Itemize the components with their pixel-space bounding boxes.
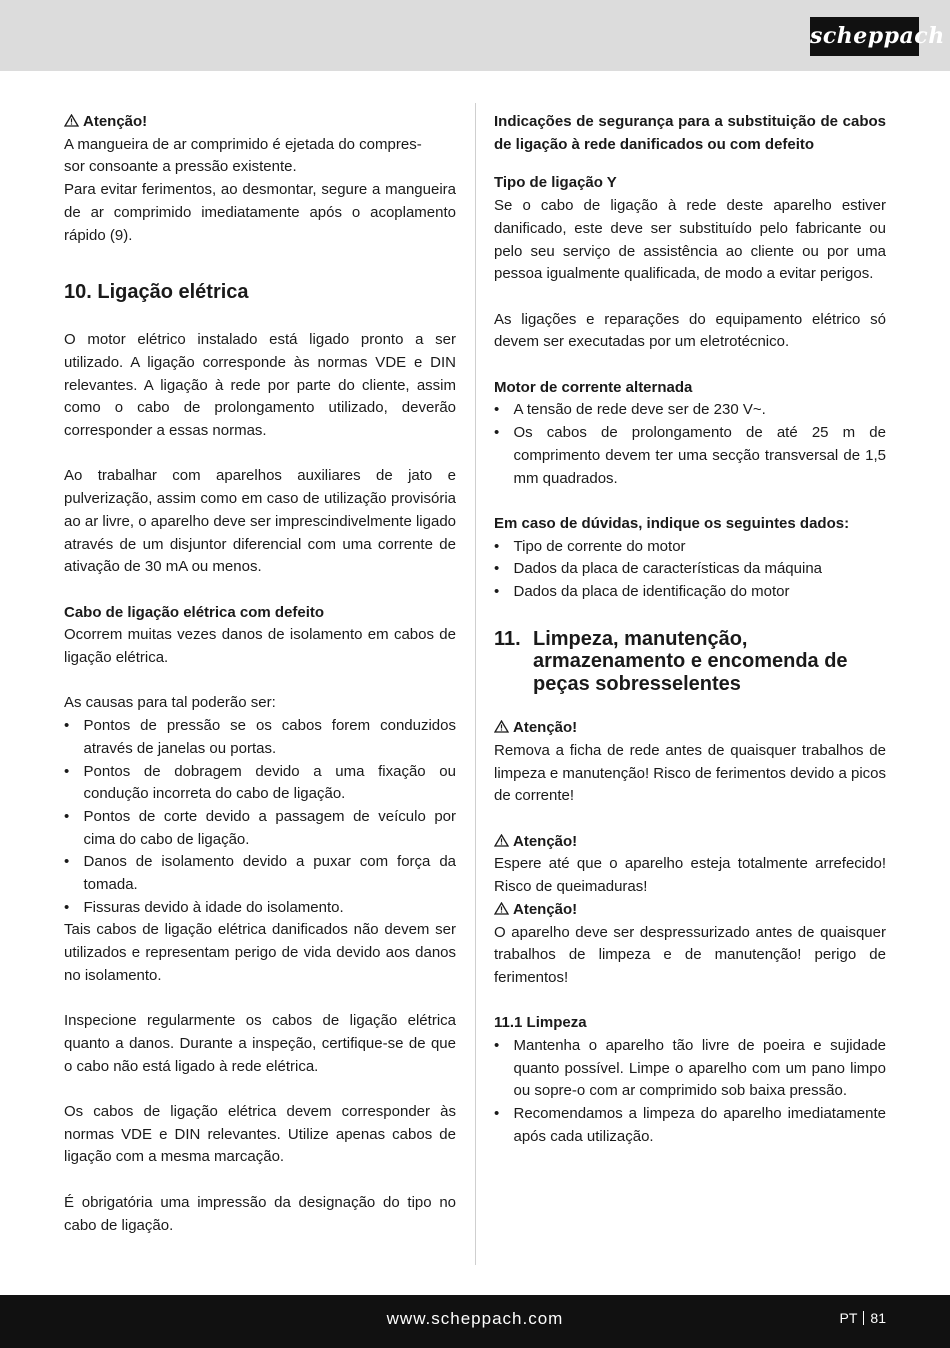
list-item: • Fissuras devido à idade do isolamento. — [64, 897, 456, 920]
list-item: • Danos de isolamento devido a puxar com força da tomada. — [64, 851, 456, 896]
list-item: • Pontos de dobragem devido a uma fixação ou condução incorreta do cabo de ligação. — [64, 761, 456, 806]
warning-text: sor consoante a pressão existente. — [64, 158, 297, 176]
duvidas-list — [494, 536, 886, 604]
warning-icon — [64, 114, 79, 127]
warning-text: Remova a ficha de rede antes de quaisquer trabalhos de limpeza e manutenção! Risco de ferimentos devido a picos de corrente! — [494, 741, 886, 805]
causas-list — [64, 715, 456, 919]
paragraph-tais-cabos: Tais cabos de ligação elétrica danificados não devem ser utilizados e representam perigo de vida devido aos danos no isolamento. — [64, 921, 456, 984]
paragraph-aux: Ao trabalhar com aparelhos auxiliares de jato e pulverização, assim como em caso de utilização provisória ao ar livre, o aparelho deve ser imprescindivelmente ligado através de um disjuntor diferencial com uma corrente de ativação de 30 mA ou menos. — [64, 467, 456, 576]
list-item: • Dados da placa de características da máquina — [494, 558, 886, 581]
limpeza-list — [494, 1035, 886, 1149]
warning-heading: Atenção! — [494, 831, 886, 854]
warning-icon — [494, 902, 509, 915]
footer-url: www.scheppach.com — [386, 1309, 564, 1328]
motor-title: Motor de corrente alternada — [494, 378, 693, 396]
list-item: • Dados da placa de identificação do motor — [494, 581, 886, 604]
tipo-ligacao-text: Se o cabo de ligação à rede deste aparelho estiver danificado, este deve ser substituído pelo fabricante ou pelo seu serviço de assistência ao cliente ou por uma pessoa igualmente qualificada, de modo a evitar perigos. — [494, 197, 886, 283]
cabo-defeito-title: Cabo de ligação elétrica com defeito — [64, 603, 325, 621]
separator — [863, 1311, 864, 1325]
list-item: • Pontos de pressão se os cabos forem conduzidos através de janelas ou portas. — [64, 715, 456, 760]
seguranca-title: Indicações de segurança para a substituição de cabos de ligação à rede danificados ou com defeito — [494, 113, 886, 153]
right-column — [494, 111, 886, 1149]
header-bar — [0, 0, 950, 71]
page-number — [840, 1310, 886, 1326]
paragraph-motor: O motor elétrico instalado está ligado pronto a ser utilizado. A ligação corresponde às normas VDE e DIN relevantes. A ligação à rede por parte do cliente, assim como o cabo de prolongamento utilizado, deverão corresponder a essas normas. — [64, 331, 456, 440]
cabo-defeito-text: Ocorrem muitas vezes danos de isolamento em cabos de ligação elétrica. — [64, 626, 456, 667]
footer-bar — [0, 1295, 950, 1348]
limpeza-title: 11.1 Limpeza — [494, 1014, 587, 1032]
language-code: PT — [839, 1310, 858, 1326]
causas-intro: As causas para tal poderão ser: — [64, 694, 276, 712]
section-11-title — [494, 628, 886, 696]
ligacoes-text: As ligações e reparações do equipamento elétrico só devem ser executadas por um eletrotécnico. — [494, 310, 886, 351]
list-item: • A tensão de rede deve ser de 230 V~. — [494, 399, 886, 422]
tipo-ligacao-title: Tipo de ligação Y — [494, 174, 617, 192]
left-column — [64, 111, 456, 1237]
warning-text: Espere até que o aparelho esteja totalmente arrefecido! Risco de queimaduras! — [494, 855, 886, 896]
section-10-title: 10. Ligação elétrica — [64, 281, 249, 304]
list-item: • Mantenha o aparelho tão livre de poeira e sujidade quanto possível. Limpe o aparelho com um pano limpo ou sopre-o com ar comprimido sob baixa pressão. — [494, 1035, 886, 1103]
section-11-number: 11. — [494, 627, 521, 650]
list-item: • Os cabos de prolongamento de até 25 m de comprimento devem ter uma secção transversal de 1,5 mm quadrados. — [494, 422, 886, 490]
warning-heading: Atenção! — [494, 717, 886, 740]
warning-heading: Atenção! — [64, 111, 456, 134]
paragraph-normas: Os cabos de ligação elétrica devem corresponder às normas VDE e DIN relevantes. Utilize apenas cabos de ligação com a mesma marcação. — [64, 1103, 456, 1166]
warning-heading: Atenção! — [494, 899, 886, 922]
section-11-heading: Limpeza, manutenção, armazenamento e encomenda de peças sobresselentes — [533, 627, 848, 695]
page-number-value: 81 — [870, 1310, 886, 1326]
duvidas-title: Em caso de dúvidas, indique os seguintes dados: — [494, 514, 850, 532]
warning-text: Para evitar ferimentos, ao desmontar, segure a mangueira de ar comprimido imediatamente após o acoplamento rápido (9). — [64, 181, 456, 244]
column-divider — [475, 103, 476, 1265]
list-item: • Recomendamos a limpeza do aparelho imediatamente após cada utilização. — [494, 1103, 886, 1148]
paragraph-inspecione: Inspecione regularmente os cabos de ligação elétrica quanto a danos. Durante a inspeção, certifique-se de que o cabo não está ligado à rede elétrica. — [64, 1012, 456, 1075]
motor-list — [494, 399, 886, 490]
list-item: • Pontos de corte devido a passagem de veículo por cima do cabo de ligação. — [64, 806, 456, 851]
warning-text: O aparelho deve ser despressurizado antes de quaisquer trabalhos de limpeza e de manutenção! perigo de ferimentos! — [494, 923, 886, 986]
warning-icon — [494, 720, 509, 733]
paragraph-obrigatoria: É obrigatória uma impressão da designação do tipo no cabo de ligação. — [64, 1193, 456, 1234]
warning-icon — [494, 834, 509, 847]
list-item: • Tipo de corrente do motor — [494, 536, 886, 559]
warning-text: A mangueira de ar comprimido é ejetada do compres- — [64, 135, 422, 153]
scheppach-logo: scheppach — [810, 17, 919, 56]
